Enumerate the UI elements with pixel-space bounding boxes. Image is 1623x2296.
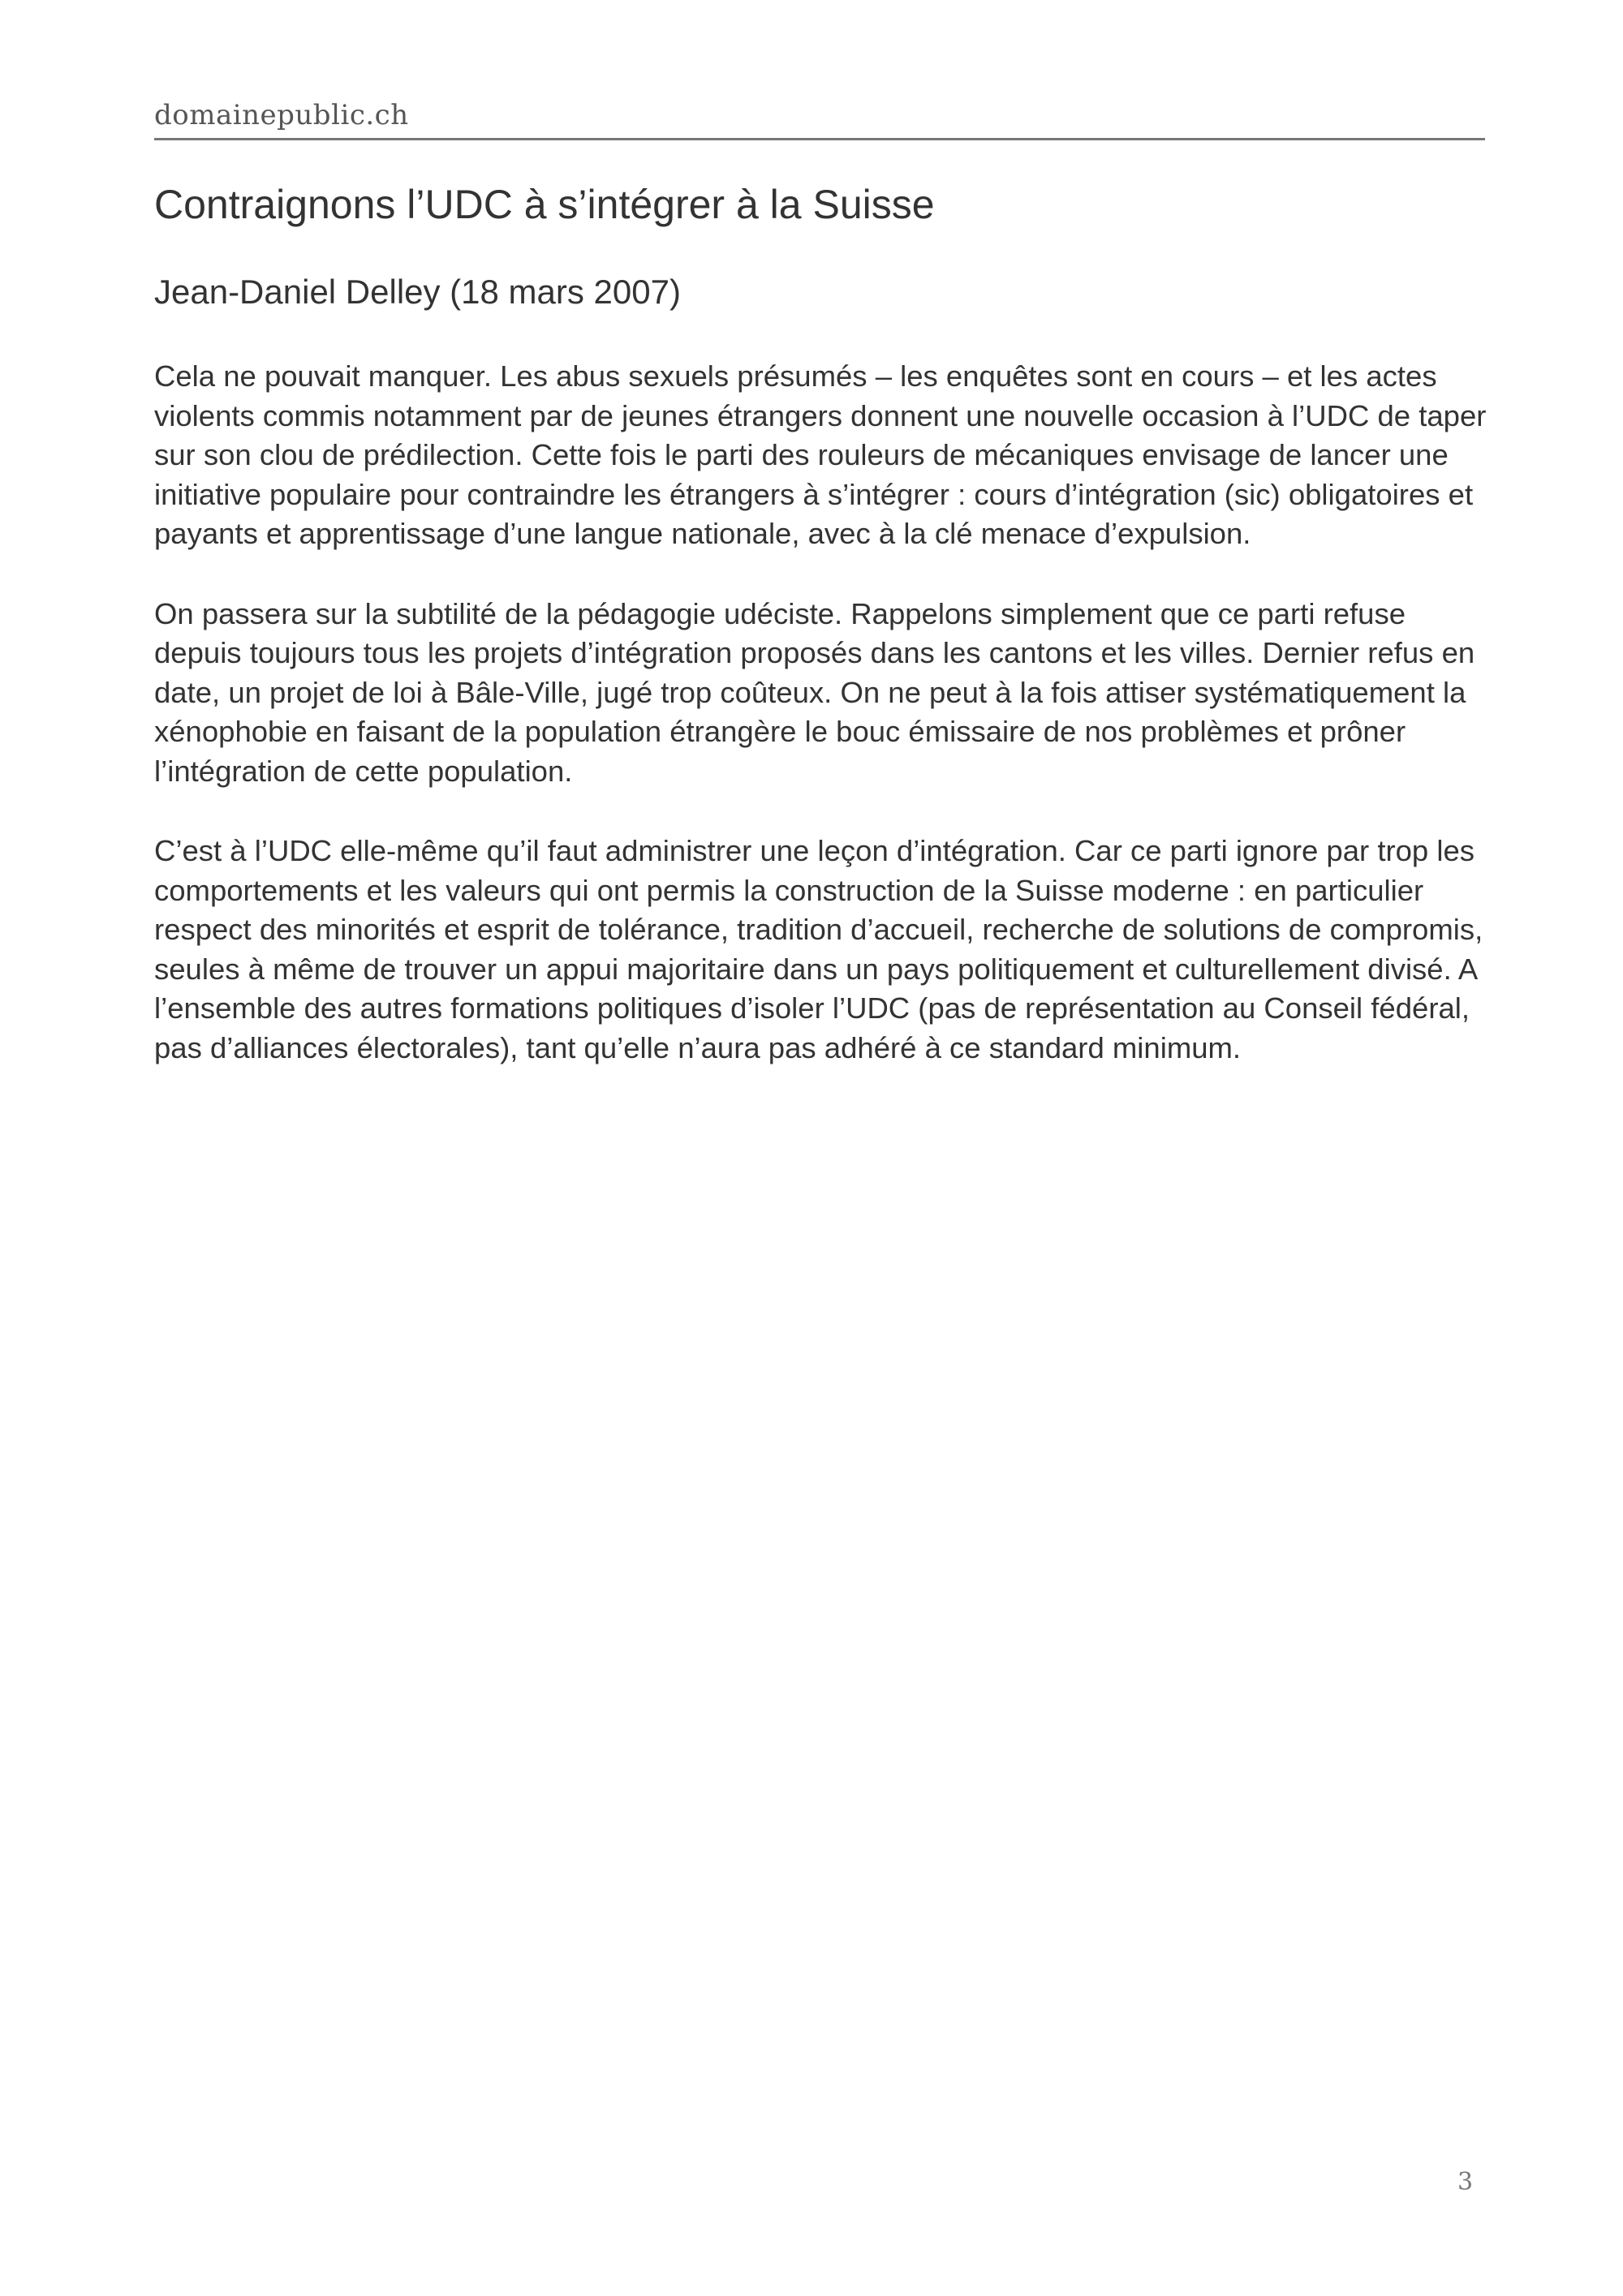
paragraph: On passera sur la subtilité de la pédagogie udéciste. Rappelons simplement que ce parti refuse depuis toujours tous les projets d’intégration proposés dans les cantons et les villes. Dernier refus en date, un projet de loi à Bâle-Ville, jugé trop coûteux. On ne peut à la fois attiser systématiquement la xénophobie en faisant de la population étrangère le bouc émissaire de nos problèmes et prôner l’intégration de cette population. (154, 596, 1475, 788)
article-title: Contraignons l’UDC à s’intégrer à la Suisse (154, 182, 935, 227)
paragraph: Cela ne pouvait manquer. Les abus sexuels présumés – les enquêtes sont en cours – et les actes violents commis notamment par de jeunes étrangers donnent une nouvelle occasion à l’UDC de taper sur son clou de prédilection. Cette fois le parti des rouleurs de mécaniques envisage de lancer une initiative populaire pour contraindre les étrangers à s’intégrer : cours d’intégration (sic) obligatoires et payants et apprentissage d’une langue nationale, avec à la clé menace d’expulsion. (154, 359, 1487, 550)
header-divider (154, 138, 1485, 140)
article-body (154, 357, 1489, 1108)
paragraph: C’est à l’UDC elle-même qu’il faut administrer une leçon d’intégration. Car ce parti ignore par trop les comportements et les valeurs qui ont permis la construction de la Suisse moderne : en particulier respect des minorités et esprit de tolérance, tradition d’accueil, recherche de solutions de compromis, seules à même de trouver un appui majoritaire dans un pays politiquement et culturellement divisé. A l’ensemble des autres formations politiques d’isoler l’UDC (pas de représentation au Conseil fédéral, pas d’alliances électorales), tant qu’elle n’aura pas adhéré à ce standard minimum. (154, 834, 1483, 1064)
site-name: domainepublic.ch (154, 99, 409, 131)
article-byline: Jean-Daniel Delley (18 mars 2007) (154, 273, 681, 311)
page-number: 3 (1457, 2168, 1474, 2196)
